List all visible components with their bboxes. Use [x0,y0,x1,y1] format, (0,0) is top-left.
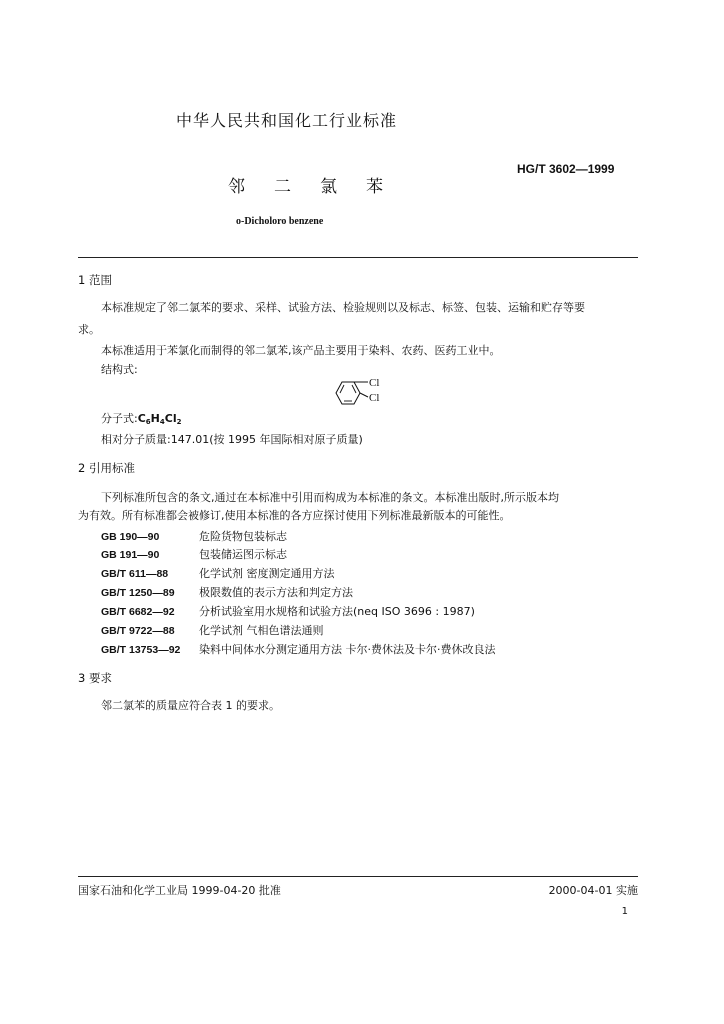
reference-item [101,641,496,657]
reference-title: 化学试剂 气相色谱法通则 [199,624,324,637]
cl-label: Cl [369,392,380,404]
formula-label: 分子式: [101,412,138,425]
reference-title: 包装储运图示标志 [199,548,287,561]
title-char: 氯 [320,177,339,197]
section-1-para1-line1: 本标准规定了邻二氯苯的要求、采样、试验方法、检验规则以及标志、标签、包装、运输和贮存等要 [101,301,585,314]
implementation-date: 2000-04-01 实施 [548,884,638,897]
section-1-para2: 本标准适用于苯氯化而制得的邻二氯苯,该产品主要用于染料、农药、医药工业中。 [101,344,501,357]
formula-c: C [137,412,146,425]
reference-title: 分析试验室用水规格和试验方法(neq ISO 3696 : 1987) [199,605,475,618]
reference-code: GB/T 1250—89 [101,587,175,599]
reference-title: 染料中间体水分测定通用方法 卡尔·费休法及卡尔·费休改良法 [199,643,496,656]
section-3-para: 邻二氯苯的质量应符合表 1 的要求。 [101,699,280,712]
approval-line: 国家石油和化学工业局 1999-04-20 批准 [78,884,281,897]
section-2-heading: 2 引用标准 [78,461,135,475]
reference-item [101,528,287,544]
formula-cl-sub: 2 [176,418,182,426]
section-1-heading: 1 范围 [78,273,112,287]
formula-h: H [150,412,160,425]
english-title: o-Dicholoro benzene [236,216,324,227]
standard-code: HG/T 3602—1999 [517,162,615,176]
reference-title: 化学试剂 密度测定通用方法 [199,567,335,580]
formula-h-sub: 4 [159,418,165,426]
page-number: 1 [621,906,628,917]
issuing-organization: 中华人民共和国化工行业标准 [176,111,398,130]
reference-code: GB/T 13753—92 [101,644,181,656]
title-char: 邻 [228,177,247,197]
reference-code: GB/T 6682—92 [101,606,175,618]
reference-title: 危险货物包装标志 [199,530,287,543]
reference-item [101,584,353,600]
formula-cl: Cl [164,412,177,425]
section-1-para1-line2: 求。 [78,323,100,336]
title-char: 二 [274,177,293,197]
molecular-formula [101,410,181,426]
benzene-structure [333,376,383,414]
section-2-para-line1: 下列标准所包含的条文,通过在本标准中引用而构成为本标准的条文。本标准出版时,所示版本均 [101,491,559,504]
section-2-para-line2: 为有效。所有标准都会被修订,使用本标准的各方应探讨使用下列标准最新版本的可能性。 [78,509,511,522]
reference-code: GB 191—90 [101,549,160,561]
reference-code: GB/T 9722—88 [101,625,175,637]
header-divider [78,257,638,258]
benzene-ring-icon [333,376,383,410]
formula-c-sub: 6 [145,418,151,426]
reference-item [101,565,335,581]
section-3-heading: 3 要求 [78,671,112,685]
reference-code: GB/T 611—88 [101,568,169,580]
title-char: 苯 [366,177,385,197]
document-title [228,172,412,197]
reference-title: 极限数值的表示方法和判定方法 [199,586,353,599]
reference-code: GB 190—90 [101,531,160,543]
reference-item [101,622,324,638]
cl-label: Cl [369,377,380,389]
footer-divider [78,876,638,877]
reference-item [101,603,475,619]
relative-molecular-mass: 相对分子质量:147.01(按 1995 年国际相对原子质量) [101,433,363,446]
structure-label: 结构式: [101,363,138,376]
reference-item [101,546,287,562]
